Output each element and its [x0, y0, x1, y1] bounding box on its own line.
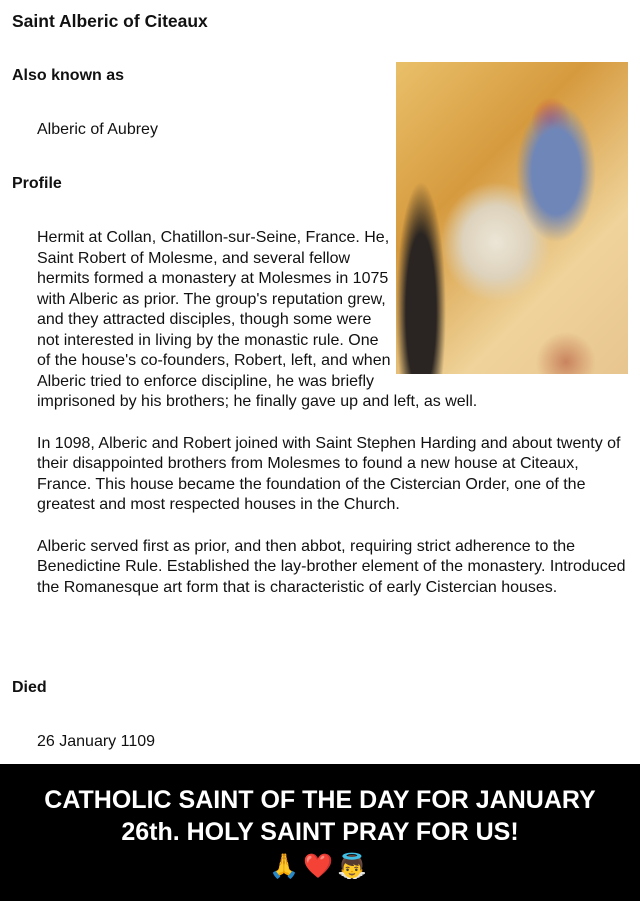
profile-body [37, 228, 627, 619]
profile-paragraph: Alberic served first as prior, and then abbot, requiring strict adherence to the Benedictine Rule. Established the lay-brother element of the monastery. Introduced the Romanesque art form that is characteristic of early Cistercian houses. [37, 537, 626, 596]
banner-text: CATHOLIC SAINT OF THE DAY FOR JANUARY 26th. HOLY SAINT PRAY FOR US! [44, 786, 596, 846]
profile-paragraph [37, 228, 627, 413]
died-heading: Died [12, 679, 47, 696]
profile-heading: Profile [12, 175, 62, 192]
profile-paragraph: In 1098, Alberic and Robert joined with Saint Stephen Harding and about twenty of their disappointed brothers from Molesmes to found a new house at Citeaux, France. This house became the foundation of the Cistercian Order, one of the greatest and most respected houses in the Church. [37, 434, 621, 513]
banner-emojis: 🙏❤️👼 [269, 853, 371, 880]
also-known-as-value: Alberic of Aubrey [37, 121, 158, 138]
died-value: 26 January 1109 [37, 733, 156, 750]
page-title: Saint Alberic of Citeaux [12, 11, 208, 31]
also-known-as-heading: Also known as [12, 67, 125, 84]
profile-paragraph-text: Hermit at Collan, Chatillon-sur-Seine, France. He, Saint Robert of Molesme, and several fellow hermits formed a monastery at Molesmes in 1075 with Alberic as prior. The group's reputation grew, and they attracted disciples, though some were not interested in living by the monastic rule. One of the house's co-founders, Robert, left, and when Alberic tried to enforce discipline, he was briefly imprisoned by his brothers; he finally gave up and left, as well. [37, 229, 478, 410]
caption-banner [0, 764, 640, 901]
